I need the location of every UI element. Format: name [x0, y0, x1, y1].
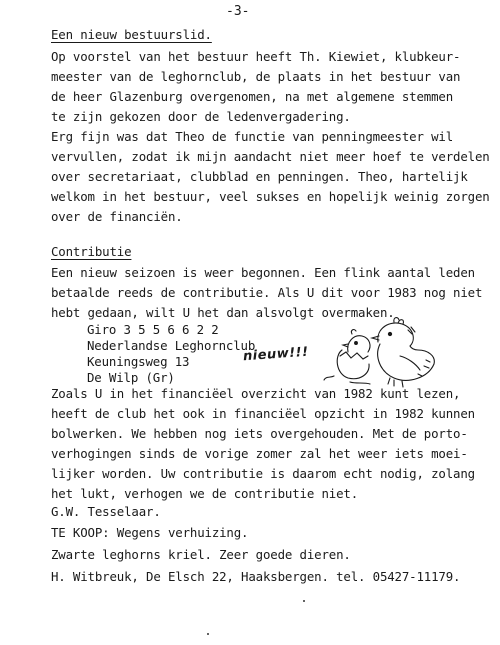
paragraph-line: bolwerken. We hebben nog iets overgehouden. Met de porto-	[51, 426, 468, 441]
scan-speck	[303, 600, 305, 602]
paragraph-line: Zoals U in het financiëel overzicht van 1982 kunt lezen,	[51, 386, 461, 401]
chicks-drawing-icon	[290, 312, 440, 390]
address-line: De Wilp (Gr)	[87, 370, 175, 385]
heading-contribution: Contributie	[51, 244, 132, 259]
address-line: Keuningsweg 13	[87, 354, 190, 369]
giro-number: Giro 3 5 5 6 6 2 2	[87, 322, 219, 337]
for-sale-heading: TE KOOP: Wegens verhuizing.	[51, 525, 249, 540]
paragraph-line: Op voorstel van het bestuur heeft Th. Kiewiet, klubkeur-	[51, 49, 461, 64]
paragraph-line: te zijn gekozen door de ledenvergadering.	[51, 109, 351, 124]
for-sale-contact: H. Witbreuk, De Elsch 22, Haaksbergen. tel. 05427-11179.	[51, 569, 461, 584]
heading-new-board-member: Een nieuw bestuurslid.	[51, 27, 212, 42]
paragraph-line: verhogingen sinds de vorige zomer zal het weer iets moei-	[51, 446, 468, 461]
scan-speck	[207, 633, 209, 635]
signature: G.W. Tesselaar.	[51, 504, 161, 519]
paragraph-line: hebt gedaan, wilt U het dan alsvolgt overmaken.	[51, 305, 395, 320]
paragraph-line: lijker worden. Uw contributie is daarom echt nodig, zolang	[51, 466, 475, 481]
page-number: -3-	[226, 4, 250, 19]
paragraph-line: heeft de club het ook in financiëel opzicht in 1982 kunnen	[51, 406, 475, 421]
for-sale-line: Zwarte leghorns kriel. Zeer goede dieren.	[51, 547, 351, 562]
paragraph-line: Een nieuw seizoen is weer begonnen. Een flink aantal leden	[51, 265, 475, 280]
paragraph-line: welkom in het bestuur, veel sukses en hopelijk weinig zorgen	[51, 189, 490, 204]
address-line: Nederlandse Leghornclub	[87, 338, 256, 353]
paragraph-line: de heer Glazenburg overgenomen, na met algemene stemmen	[51, 89, 454, 104]
paragraph-line: meester van de leghornclub, de plaats in het bestuur van	[51, 69, 461, 84]
paragraph-line: Erg fijn was dat Theo de functie van penningmeester wil	[51, 129, 454, 144]
paragraph-line: over secretariaat, clubblad en penningen. Theo, hartelijk	[51, 169, 468, 184]
paragraph-line: betaalde reeds de contributie. Als U dit voor 1983 nog niet	[51, 285, 483, 300]
paragraph-line: over de financiën.	[51, 209, 183, 224]
handwritten-note: nieuw!!!	[242, 344, 310, 365]
paragraph-line: vervullen, zodat ik mijn aandacht niet meer hoef te verdelen	[51, 149, 490, 164]
paragraph-line: het lukt, verhogen we de contributie niet.	[51, 486, 359, 501]
